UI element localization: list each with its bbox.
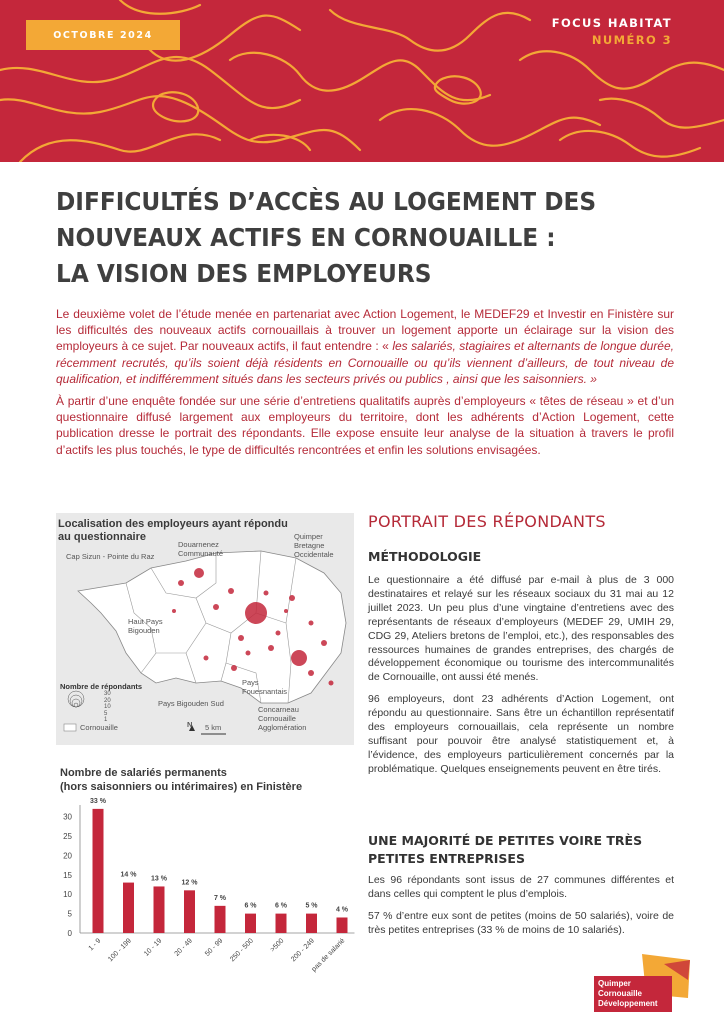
scale-bar-label: 5 km (205, 723, 222, 732)
bar (154, 886, 165, 933)
bar (123, 883, 134, 933)
bar-data-label: 14 % (120, 871, 137, 879)
issue-number: NUMÉRO 3 (591, 33, 672, 47)
map-title-line: au questionnaire (58, 531, 147, 543)
intro-p1-italic: les salariés, stagiaires et alternants de longue durée, récemment recrutés, qu’ils soient déjà résidents en Cornouaille ou qu’ils viennent d’ailleurs, de tout niveau de qualification, et indifféremment situés dans les secteurs privés ou publics , ainsi que les saisonniers. » (56, 339, 674, 386)
map-legend-area: Cornouaille (80, 723, 118, 732)
map-label-line: Occidentale (294, 550, 334, 559)
y-tick-label: 5 (67, 909, 72, 919)
x-category-label: 100 - 199 (107, 937, 133, 964)
map-label-line: Douarnenez (178, 540, 219, 549)
bar (93, 809, 104, 933)
bar-data-label: 33 % (90, 797, 106, 805)
section-title-portrait: PORTRAIT DES RÉPONDANTS (368, 512, 606, 531)
bar (306, 914, 317, 933)
map-label-line: Cornouaille (258, 714, 296, 723)
intro-paragraph-2: À partir d’une enquête fondée sur une série d’entretiens qualitatifs auprès d’employeurs « têtes de réseau » et d’un questionnaire diffusé largement aux employeurs du territoire, dont les adhérents d’Action Logement, cette publication dresse le portrait des répondants. Elle expose ensuite leur analyse de la situation à travers le profil d’actifs les plus touchés, le type de difficultés rencontrées et enfin les solutions envisagées. (56, 394, 674, 457)
majority-heading (368, 832, 642, 868)
x-category-label: pas de salarié (310, 937, 347, 974)
x-category-label: >500 (269, 937, 286, 954)
methodology-heading: MÉTHODOLOGIE (368, 549, 482, 564)
y-tick-label: 0 (67, 929, 72, 938)
x-category-label: 250 - 500 (229, 937, 255, 964)
methodology-text (368, 574, 674, 785)
y-tick-label: 10 (63, 890, 72, 900)
bar (276, 914, 287, 933)
x-category-label: 20 - 49 (173, 937, 194, 958)
series-name: FOCUS HABITAT (551, 16, 672, 30)
map-label-cap-sizun: Cap Sizun - Pointe du Raz (66, 552, 155, 561)
y-tick-label: 20 (63, 851, 72, 861)
map-label-line: Fouesnantais (242, 687, 288, 696)
map-label-line: Communauté (178, 549, 224, 558)
methodology-paragraph-2: 96 employeurs, dont 23 adhérents d’Action Logement, ont répondu au questionnaire. Sans être un échantillon représentatif des employeurs cornouaillais, cela représente un nombre suffisant pour pouvoir être analysé statistiquement et, à l’évidence, des employeurs particulièrement concernés par la problématique. Quelques enseignements peuvent en être tirés. (368, 693, 674, 775)
title-line: NOUVEAUX ACTIFS EN CORNOUAILLE : (56, 223, 556, 252)
logo-line-3: Développement (598, 999, 658, 1008)
logo-line-1: Quimper (598, 979, 631, 988)
x-category-label: 10 - 19 (143, 937, 164, 958)
map-legend-title: Nombre de répondants (60, 682, 143, 691)
x-category-label: 50 - 99 (204, 937, 225, 958)
map-label-line: Bretagne (294, 541, 325, 550)
bar-data-label: 6 % (244, 902, 257, 910)
date-badge: OCTOBRE 2024 (26, 20, 180, 50)
majority-paragraph-1: Les 96 répondants sont issus de 27 communes différentes et dans celles qui comptent le plus d’emplois. (368, 874, 674, 900)
majority-paragraph-2: 57 % d’entre eux sont de petites (moins de 50 salariés), voire de très petites entreprises (33 % de moins de 10 salariés). (368, 909, 674, 936)
chart-title-line: Nombre de salariés permanents (60, 767, 227, 779)
majority-text (368, 874, 674, 946)
intro-p1-text: Le deuxième volet de l’étude menée en partenariat avec Action Logement, le MEDEF29 et Investir en Finistère sur les difficultés des nouveaux actifs cornouaillais à trouver un logement apporte un éclairage sur la vision des employeurs à ce sujet. Par nouveaux actifs, il faut entendre : « (56, 307, 674, 354)
y-tick-label: 15 (63, 870, 72, 880)
y-tick-label: 25 (63, 832, 72, 842)
majority-heading-line: PETITES ENTREPRISES (368, 851, 525, 866)
bar-data-label: 6 % (274, 902, 288, 910)
bar-data-label: 4 % (335, 906, 349, 914)
map-label-line: Agglomération (258, 723, 307, 732)
bar (184, 890, 195, 933)
legend-value: 10 (104, 704, 111, 710)
qcd-logo (594, 950, 694, 1012)
title-line: DIFFICULTÉS D’ACCÈS AU LOGEMENT DES (56, 187, 597, 216)
map-label-line: Concarneau (258, 705, 299, 714)
bar-data-label: 13 % (151, 875, 167, 883)
title-line: LA VISION DES EMPLOYEURS (56, 259, 432, 288)
legend-value: 20 (104, 697, 111, 704)
map-title-line: Localisation des employeurs ayant répondu (58, 518, 288, 530)
map-label-line: Haut Pays (128, 617, 163, 626)
legend-value: 1 (104, 717, 108, 723)
map-label-bigouden-sud: Pays Bigouden Sud (158, 699, 224, 708)
bar (215, 906, 226, 933)
x-category-label: 200 - 249 (290, 937, 316, 964)
bar-data-label: 7 % (213, 894, 227, 902)
chart-title-line: (hors saisonniers ou intérimaires) en Finistère (60, 781, 303, 793)
map-label-line: Bigouden (128, 626, 160, 635)
logo-line-2: Cornouaille (598, 989, 643, 998)
bar (337, 917, 348, 933)
map-label-line: Pays (242, 678, 259, 687)
bar-data-label: 5 % (305, 902, 318, 910)
y-tick-label: 30 (63, 812, 72, 822)
methodology-paragraph-1: Le questionnaire a été diffusé par e-mail à plus de 3 000 destinataires et relayé sur les réseaux sociaux du 31 mai au 12 juillet 2023. Un peu plus d’une vingtaine d’entretiens avec des représentants de réseaux d’employeurs (MEDEF 29, UMIH 29, CDG 29, Ateliers bretons de l’emploi, etc.), des responsables des ressources humaines de grandes entreprises, des chargés de développement économique ou tourisme des intercommunalités de Cornouaille, ont aussi été menés. (368, 574, 674, 684)
map-label-line: Quimper (294, 532, 323, 541)
north-arrow-label: N (187, 720, 193, 729)
bar-data-label: 12 % (181, 879, 198, 887)
bar (245, 914, 256, 933)
x-category-label: 1 - 9 (87, 937, 103, 953)
legend-value: 30 (104, 691, 111, 697)
legend-value: 5 (104, 710, 108, 717)
majority-heading-line: UNE MAJORITÉ DE PETITES VOIRE TRÈS (368, 833, 643, 848)
